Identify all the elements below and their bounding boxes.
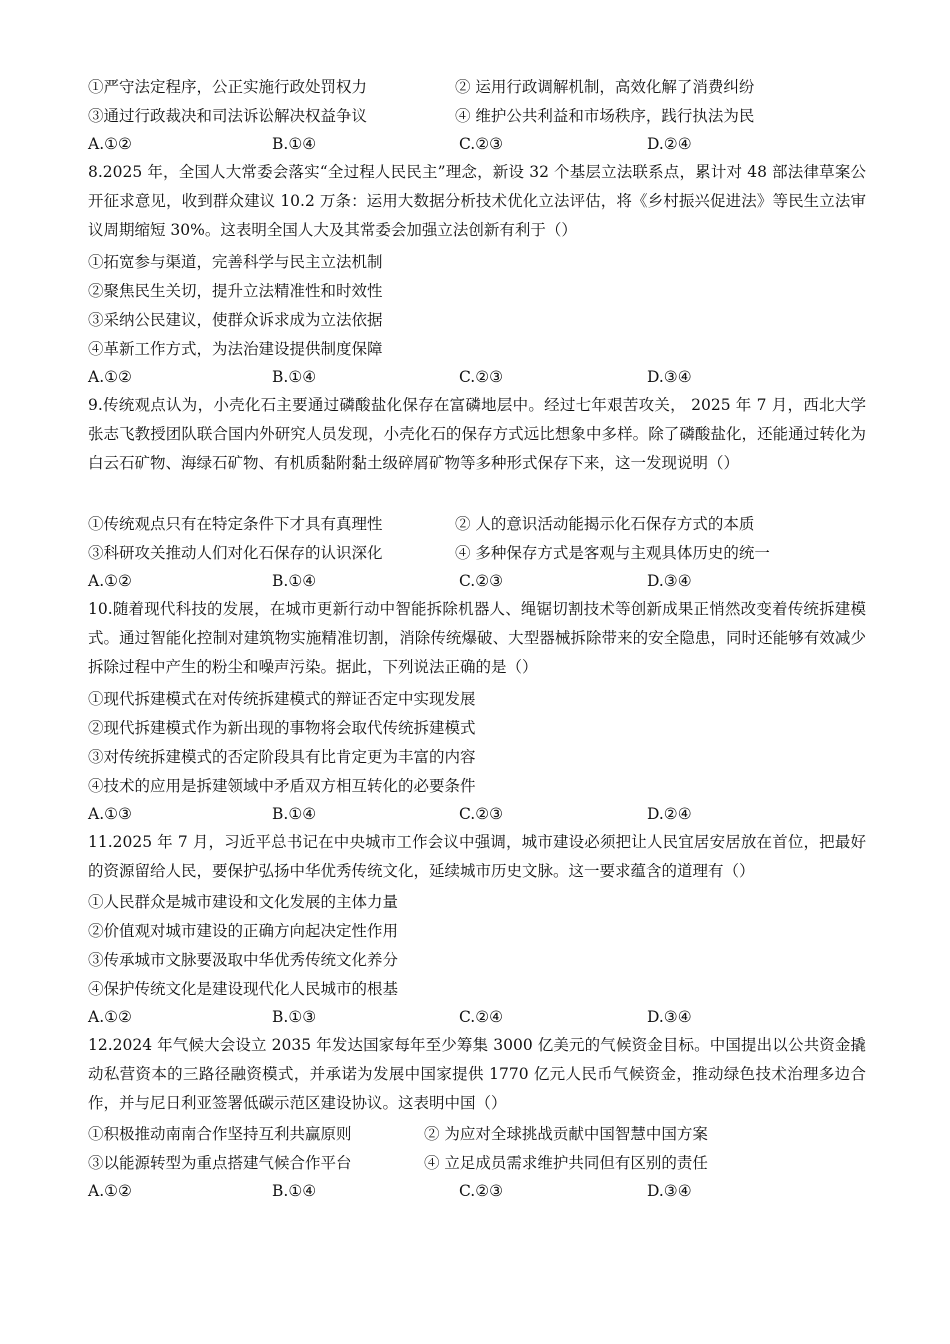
q9-stem: 9.传统观点认为，小壳化石主要通过磷酸盐化保存在富磷地层中。经过七年艰苦攻关， 2025 年 7 月，西北大学张志飞教授团队联合国内外研究人员发现，小壳化石的保存方式远比想象中多样。除了磷酸盐化，还能通过转化为白云石矿物、海绿石矿物、有机质黏附黏土级碎屑矿物等多种形式保存下来，这一发现说明（） (88, 396, 866, 472)
q10-option-b: B.①④ (272, 805, 317, 823)
q8-option-b: B.①④ (272, 368, 317, 386)
q7-option-c: C.②③ (459, 135, 504, 153)
q12-item-2: ② 为应对全球挑战贡献中国智慧中国方案 (424, 1125, 708, 1143)
q11-stem: 11.2025 年 7 月，习近平总书记在中央城市工作会议中强调，城市建设必须把让人民宜居安居放在首位，把最好的资源留给人民，要保护弘扬中华优秀传统文化，延续城市历史文脉。这一要求蕴含的道理有（） (88, 833, 866, 880)
q8-option-a: A.①② (88, 368, 132, 386)
q8-item-2: ②聚焦民生关切，提升立法精准性和时效性 (88, 282, 383, 300)
q7-item-1: ①严守法定程序，公正实施行政处罚权力 (88, 78, 368, 96)
q9-option-b: B.①④ (272, 572, 317, 590)
q10-option-c: C.②③ (459, 805, 504, 823)
q7-option-b: B.①④ (272, 135, 317, 153)
q8-item-4: ④革新工作方式，为法治建设提供制度保障 (88, 340, 383, 358)
q8-stem: 8.2025 年，全国人大常委会落实“全过程人民民主”理念，新设 32 个基层立法联系点，累计对 48 部法律草案公开征求意见，收到群众建议 10.2 万条：运用大数据分析技术优化立法评估，将《乡村振兴促进法》等民生立法审议周期缩短 30%。这表明全国人大及其常委会加强立法创新有利于（） (88, 163, 866, 239)
q10-item-3: ③对传统拆建模式的否定阶段具有比肯定更为丰富的内容 (88, 748, 476, 766)
q7-option-d: D.②④ (647, 135, 692, 153)
q9-option-a: A.①② (88, 572, 132, 590)
q9-item-3: ③科研攻关推动人们对化石保存的认识深化 (88, 544, 383, 562)
q12-item-3: ③以能源转型为重点搭建气候合作平台 (88, 1154, 352, 1172)
q9-item-2: ② 人的意识活动能揭示化石保存方式的本质 (455, 515, 755, 533)
q8-item-1: ①拓宽参与渠道，完善科学与民主立法机制 (88, 253, 383, 271)
q12-option-b: B.①④ (272, 1182, 317, 1200)
q7-item-3: ③通过行政裁决和司法诉讼解决权益争议 (88, 107, 368, 125)
q10-option-a: A.①③ (88, 805, 132, 823)
q8-item-3: ③采纳公民建议，使群众诉求成为立法依据 (88, 311, 383, 329)
q8-option-d: D.③④ (647, 368, 692, 386)
q11-option-c: C.②④ (459, 1008, 504, 1026)
q12-option-a: A.①② (88, 1182, 132, 1200)
q11-option-a: A.①② (88, 1008, 132, 1026)
q7-item-2: ② 运用行政调解机制，高效化解了消费纠纷 (455, 78, 755, 96)
q9-item-4: ④ 多种保存方式是客观与主观具体历史的统一 (455, 544, 770, 562)
q12-item-4: ④ 立足成员需求维护共同但有区别的责任 (424, 1154, 708, 1172)
q12-item-1: ①积极推动南南合作坚持互利共赢原则 (88, 1125, 352, 1143)
q10-stem: 10.随着现代科技的发展，在城市更新行动中智能拆除机器人、绳锯切割技术等创新成果正悄然改变着传统拆建模式。通过智能化控制对建筑物实施精准切割，消除传统爆破、大型器械拆除带来的安全隐患，同时还能够有效减少拆除过程中产生的粉尘和噪声污染。据此，下列说法正确的是（） (88, 600, 866, 676)
q10-item-4: ④技术的应用是拆建领域中矛盾双方相互转化的必要条件 (88, 777, 476, 795)
q12-option-c: C.②③ (459, 1182, 504, 1200)
q11-option-d: D.③④ (647, 1008, 692, 1026)
q11-item-4: ④保护传统文化是建设现代化人民城市的根基 (88, 980, 399, 998)
q10-item-1: ①现代拆建模式在对传统拆建模式的辩证否定中实现发展 (88, 690, 476, 708)
q8-option-c: C.②③ (459, 368, 504, 386)
q9-option-c: C.②③ (459, 572, 504, 590)
q11-item-1: ①人民群众是城市建设和文化发展的主体力量 (88, 893, 399, 911)
q11-item-3: ③传承城市文脉要汲取中华优秀传统文化养分 (88, 951, 399, 969)
q10-option-d: D.②④ (647, 805, 692, 823)
q7-option-a: A.①② (88, 135, 132, 153)
q11-item-2: ②价值观对城市建设的正确方向起决定性作用 (88, 922, 399, 940)
q7-item-4: ④ 维护公共利益和市场秩序，践行执法为民 (455, 107, 755, 125)
q9-option-d: D.③④ (647, 572, 692, 590)
q12-stem: 12.2024 年气候大会设立 2035 年发达国家每年至少筹集 3000 亿美元的气候资金目标。中国提出以公共资金撬动私营资本的三路径融资模式，并承诺为发展中国家提供 1770 亿元人民币气候资金，推动绿色技术治理多边合作，并与尼日利亚签署低碳示范区建设协议。这表明中国（） (88, 1036, 866, 1112)
q10-item-2: ②现代拆建模式作为新出现的事物将会取代传统拆建模式 (88, 719, 476, 737)
q12-option-d: D.③④ (647, 1182, 692, 1200)
q11-option-b: B.①③ (272, 1008, 317, 1026)
q9-item-1: ①传统观点只有在特定条件下才具有真理性 (88, 515, 383, 533)
